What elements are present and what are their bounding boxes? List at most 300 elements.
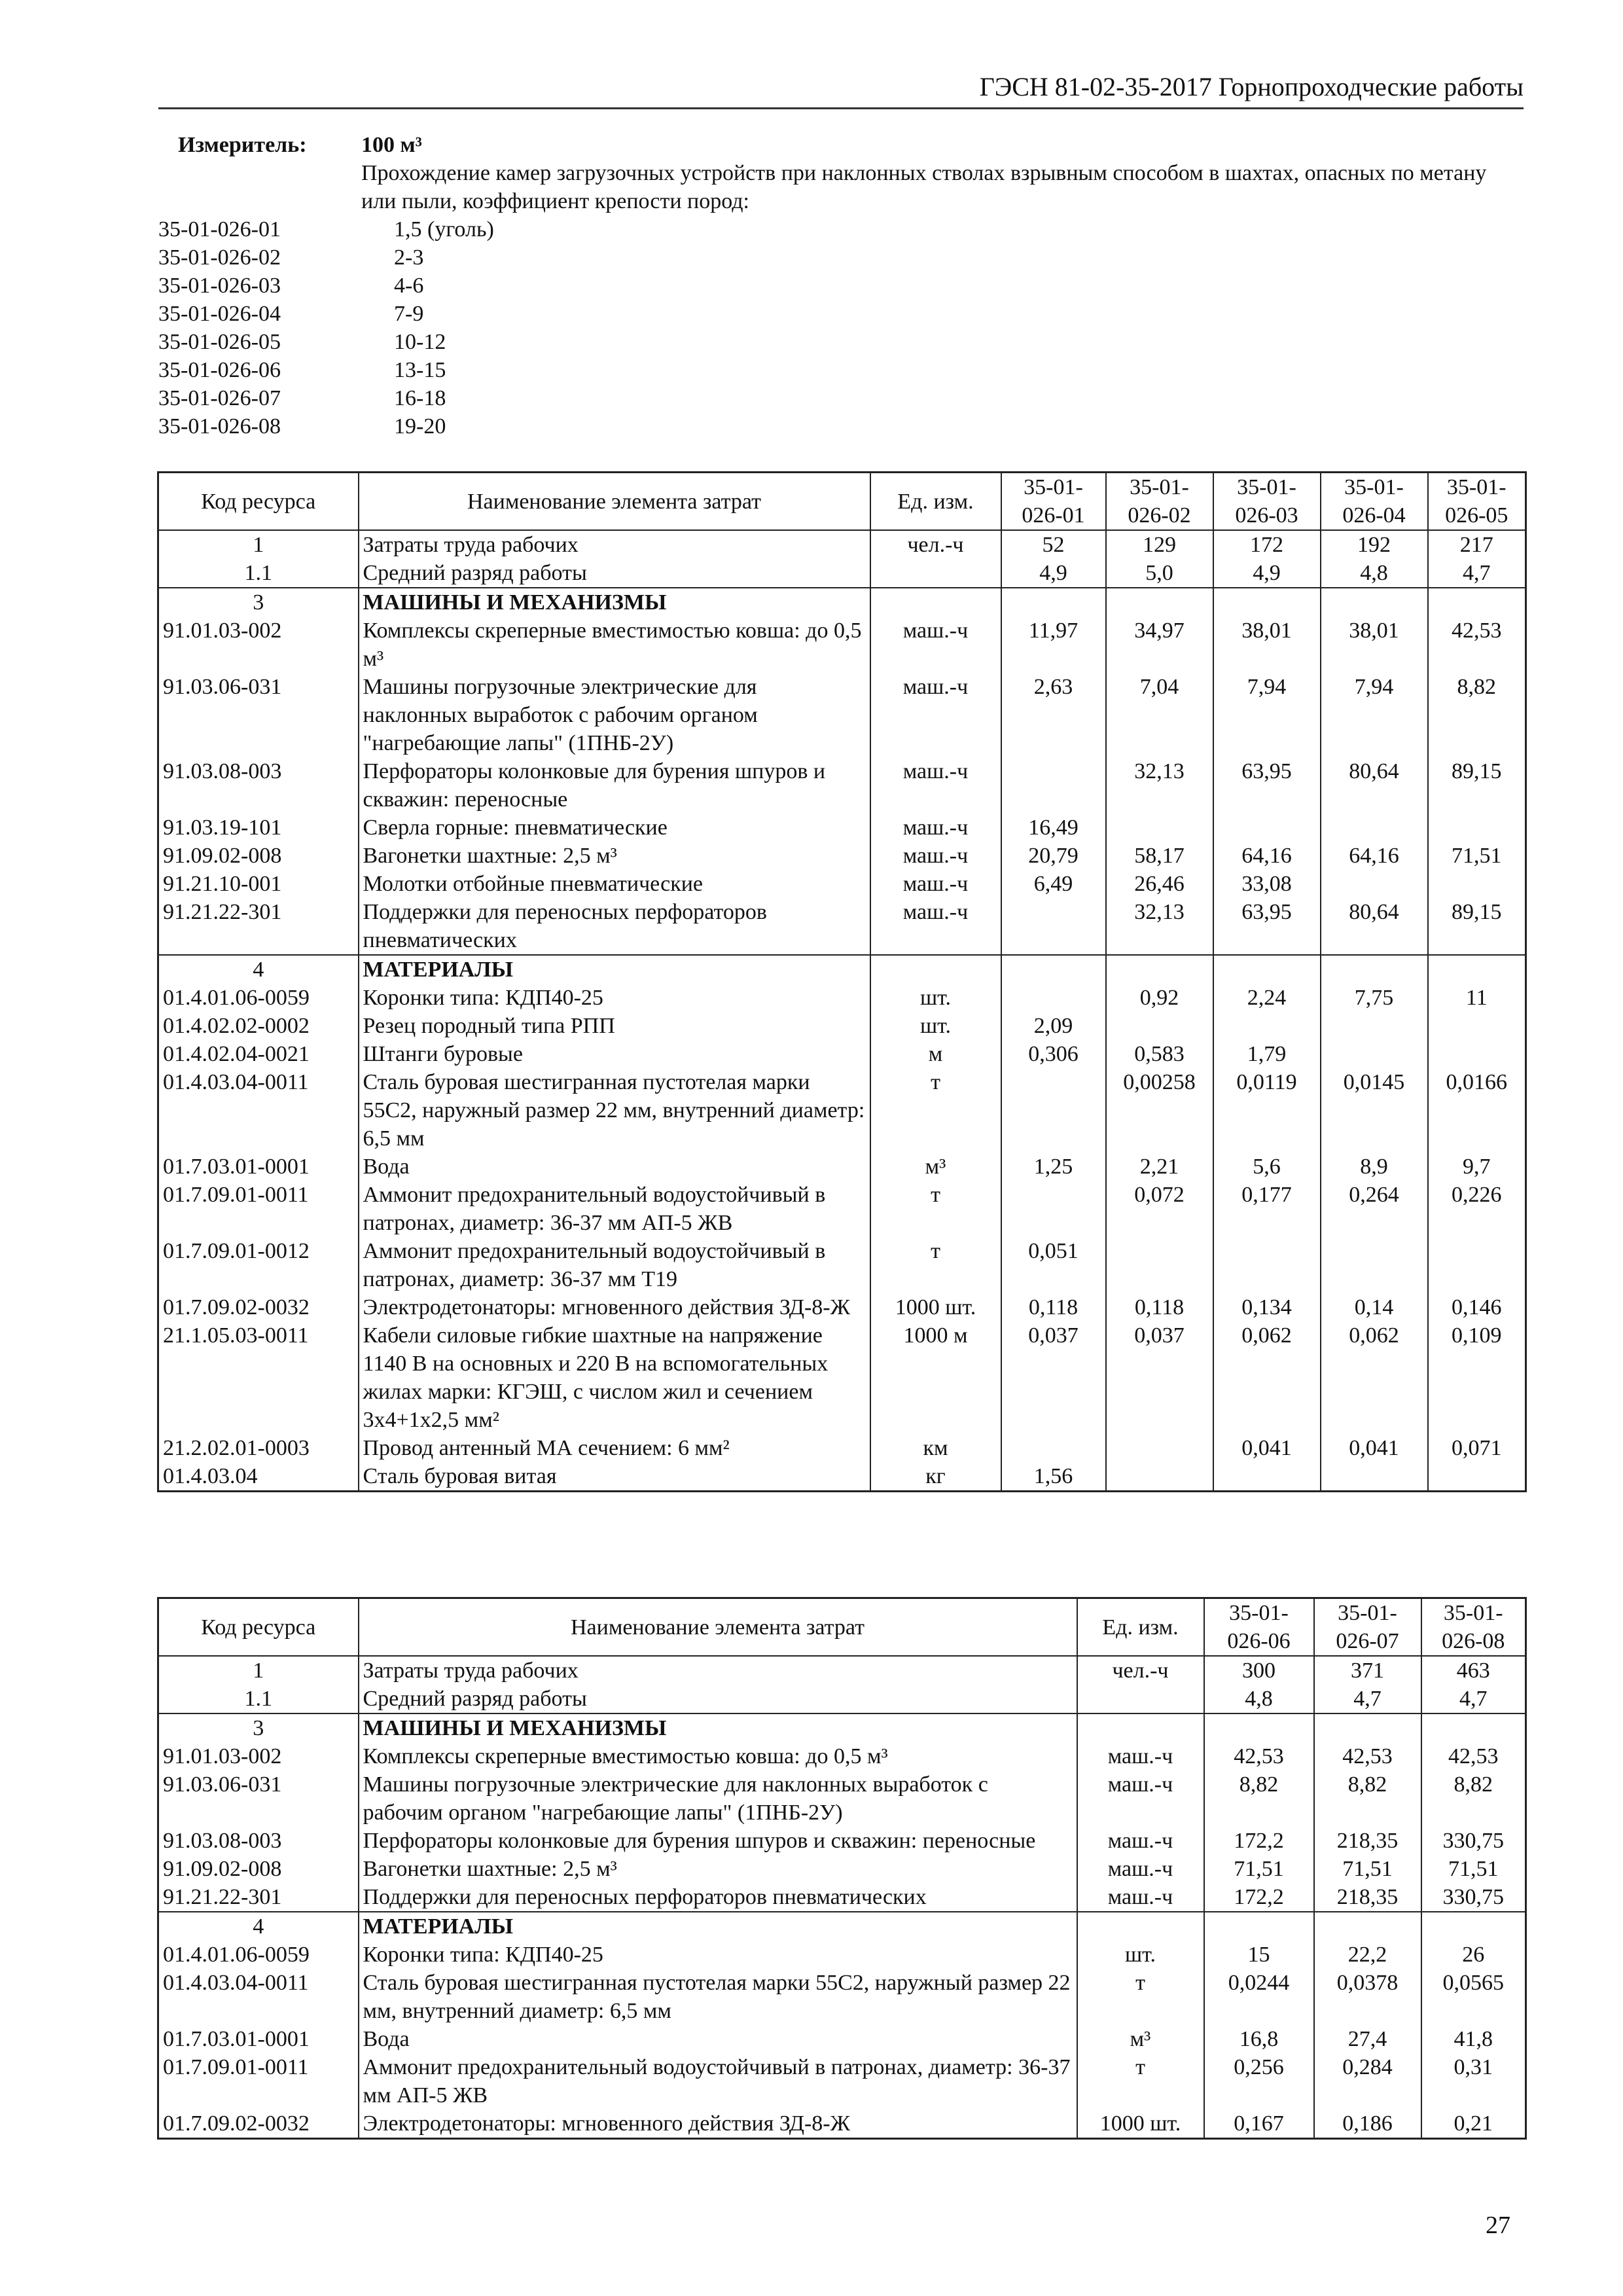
column-header: 35-01- 026-06 [1204, 1598, 1314, 1657]
table-row [158, 1434, 1526, 1462]
measure-item-value: 1,5 (уголь) [394, 217, 494, 242]
value-cell: 1,25 [1001, 1153, 1106, 1181]
unit-cell: маш.-ч [870, 673, 1001, 757]
value-cell: 172,2 [1204, 1883, 1314, 1912]
unit-cell: маш.-ч [870, 898, 1001, 955]
resource-code: 3 [158, 588, 359, 617]
value-cell: 0,037 [1001, 1321, 1106, 1434]
value-cell [1213, 1012, 1321, 1040]
resource-code: 01.7.09.01-0012 [158, 1237, 359, 1293]
table-row [158, 1941, 1526, 1969]
value-cell: 0,00258 [1106, 1068, 1213, 1153]
resource-name: Вода [359, 1153, 870, 1181]
table-row [158, 1827, 1526, 1855]
value-cell: 9,7 [1428, 1153, 1526, 1181]
table-row [158, 1656, 1526, 1685]
value-cell: 1,56 [1001, 1462, 1106, 1492]
resource-code: 01.7.09.01-0011 [158, 1181, 359, 1237]
measure-item [158, 412, 1524, 440]
value-cell [1001, 588, 1106, 617]
value-cell: 0,0244 [1204, 1969, 1314, 2025]
measure-item [158, 243, 1524, 272]
resource-name: Перфораторы колонковые для бурения шпуров и скважин: переносные [359, 757, 870, 814]
table-row [158, 1969, 1526, 2025]
value-cell: 15 [1204, 1941, 1314, 1969]
value-cell: 4,7 [1428, 559, 1526, 588]
column-header: 35-01- 026-07 [1314, 1598, 1421, 1657]
value-cell: 0,583 [1106, 1040, 1213, 1068]
unit-cell [870, 955, 1001, 984]
unit-cell: т [870, 1181, 1001, 1237]
resource-code: 01.7.09.01-0011 [158, 2053, 359, 2109]
resource-name: МАТЕРИАЛЫ [359, 955, 870, 984]
unit-cell [1077, 1685, 1204, 1713]
value-cell: 0,134 [1213, 1293, 1321, 1321]
value-cell: 0,306 [1001, 1040, 1106, 1068]
resource-code: 01.7.03.01-0001 [158, 2025, 359, 2053]
value-cell: 38,01 [1213, 617, 1321, 673]
value-cell [1001, 898, 1106, 955]
measure-item-code: 35-01-026-06 [158, 358, 281, 382]
unit-cell: м³ [870, 1153, 1001, 1181]
resource-code: 01.4.03.04-0011 [158, 1068, 359, 1153]
table-row [158, 1685, 1526, 1713]
resource-name: Аммонит предохранительный водоустойчивый в патронах, диаметр: 36-37 мм Т19 [359, 1237, 870, 1293]
value-cell: 4,7 [1421, 1685, 1526, 1713]
resource-code: 91.21.22-301 [158, 898, 359, 955]
value-cell: 7,04 [1106, 673, 1213, 757]
value-cell: 0,0378 [1314, 1969, 1421, 2025]
measure-item [158, 384, 1524, 412]
value-cell: 217 [1428, 530, 1526, 559]
table-row [158, 1237, 1526, 1293]
resource-name: Затраты труда рабочих [359, 530, 870, 559]
measure-item-code: 35-01-026-04 [158, 302, 281, 326]
value-cell: 8,82 [1428, 673, 1526, 757]
value-cell: 0,0119 [1213, 1068, 1321, 1153]
column-header: 35-01- 026-05 [1428, 473, 1526, 531]
resource-code: 1 [158, 1656, 359, 1685]
value-cell [1106, 1237, 1213, 1293]
table-row [158, 530, 1526, 559]
table-header-row [158, 1598, 1526, 1657]
value-cell: 11,97 [1001, 617, 1106, 673]
resource-name: Вагонетки шахтные: 2,5 м³ [359, 1855, 1077, 1883]
unit-cell: маш.-ч [870, 617, 1001, 673]
table-row [158, 1293, 1526, 1321]
table-row [158, 2053, 1526, 2109]
value-cell [1001, 984, 1106, 1012]
value-cell: 218,35 [1314, 1883, 1421, 1912]
value-cell: 0,31 [1421, 2053, 1526, 2109]
value-cell: 7,94 [1213, 673, 1321, 757]
table-row [158, 559, 1526, 588]
value-cell: 0,041 [1213, 1434, 1321, 1462]
resource-name: Сталь буровая шестигранная пустотелая марки 55С2, наружный размер 22 мм, внутренний диаметр: 6,5 мм [359, 1068, 870, 1153]
measure-item-value: 4-6 [394, 274, 424, 298]
resource-code: 3 [158, 1713, 359, 1742]
value-cell [1314, 1912, 1421, 1941]
section-row [158, 588, 1526, 617]
value-cell: 6,49 [1001, 870, 1106, 898]
value-cell: 330,75 [1421, 1827, 1526, 1855]
value-cell: 20,79 [1001, 842, 1106, 870]
resource-code: 01.4.03.04-0011 [158, 1969, 359, 2025]
value-cell: 0,226 [1428, 1181, 1526, 1237]
column-header: 35-01- 026-03 [1213, 473, 1321, 531]
value-cell: 0,0145 [1321, 1068, 1428, 1153]
resource-code: 91.03.06-031 [158, 673, 359, 757]
value-cell: 0,037 [1106, 1321, 1213, 1434]
resource-code: 91.09.02-008 [158, 842, 359, 870]
value-cell: 0,186 [1314, 2109, 1421, 2139]
resource-code: 91.21.22-301 [158, 1883, 359, 1912]
value-cell: 0,167 [1204, 2109, 1314, 2139]
unit-cell: 1000 м [870, 1321, 1001, 1434]
value-cell: 8,82 [1421, 1770, 1526, 1827]
value-cell: 89,15 [1428, 757, 1526, 814]
value-cell [1421, 1713, 1526, 1742]
column-header: Наименование элемента затрат [359, 1598, 1077, 1657]
resource-name: Машины погрузочные электрические для наклонных выработок с рабочим органом "нагребающие лапы" (1ПНБ-2У) [359, 1770, 1077, 1827]
table-row [158, 1012, 1526, 1040]
value-cell: 5,0 [1106, 559, 1213, 588]
value-cell: 0,146 [1428, 1293, 1526, 1321]
unit-cell: маш.-ч [870, 870, 1001, 898]
value-cell [1321, 1012, 1428, 1040]
resource-name: Коронки типа: КДП40-25 [359, 984, 870, 1012]
table-row [158, 870, 1526, 898]
measure-item-code: 35-01-026-03 [158, 274, 281, 298]
value-cell: 32,13 [1106, 757, 1213, 814]
value-cell: 34,97 [1106, 617, 1213, 673]
value-cell: 80,64 [1321, 898, 1428, 955]
value-cell: 0,256 [1204, 2053, 1314, 2109]
measure-item-code: 35-01-026-08 [158, 414, 281, 439]
resource-name: Средний разряд работы [359, 1685, 1077, 1713]
value-cell: 41,8 [1421, 2025, 1526, 2053]
value-cell [1428, 814, 1526, 842]
resource-name: Комплексы скреперные вместимостью ковша: до 0,5 м³ [359, 617, 870, 673]
unit-cell: чел.-ч [870, 530, 1001, 559]
table-row [158, 1040, 1526, 1068]
column-header: Наименование элемента затрат [359, 473, 870, 531]
measure-item [158, 272, 1524, 300]
unit-cell: т [870, 1237, 1001, 1293]
resource-code: 91.01.03-002 [158, 617, 359, 673]
measure-description: Прохождение камер загрузочных устройств при наклонных стволах взрывным способом в шахтах, опасных по метану или пыли, коэффициент крепости пород: [361, 161, 1487, 213]
value-cell: 64,16 [1213, 842, 1321, 870]
measure-item [158, 215, 1524, 243]
column-header: 35-01- 026-02 [1106, 473, 1213, 531]
resource-name: Штанги буровые [359, 1040, 870, 1068]
measure-item [158, 300, 1524, 328]
value-cell: 1,79 [1213, 1040, 1321, 1068]
value-cell: 71,51 [1421, 1855, 1526, 1883]
value-cell: 71,51 [1428, 842, 1526, 870]
unit-cell: 1000 шт. [870, 1293, 1001, 1321]
measure-block [158, 131, 1524, 440]
value-cell: 4,8 [1204, 1685, 1314, 1713]
unit-cell: маш.-ч [870, 757, 1001, 814]
value-cell: 0,284 [1314, 2053, 1421, 2109]
value-cell: 7,94 [1321, 673, 1428, 757]
value-cell: 0,264 [1321, 1181, 1428, 1237]
resource-code: 4 [158, 955, 359, 984]
value-cell [1001, 955, 1106, 984]
value-cell [1001, 1434, 1106, 1462]
resource-name: Электродетонаторы: мгновенного действия ЗД-8-Ж [359, 1293, 870, 1321]
resource-code: 1 [158, 530, 359, 559]
value-cell: 42,53 [1314, 1742, 1421, 1770]
measure-item-code: 35-01-026-02 [158, 245, 281, 270]
value-cell [1204, 1912, 1314, 1941]
measure-item-value: 7-9 [394, 302, 424, 326]
resource-code: 01.7.09.02-0032 [158, 1293, 359, 1321]
resource-code: 91.03.19-101 [158, 814, 359, 842]
measure-item [158, 356, 1524, 384]
unit-cell: маш.-ч [1077, 1883, 1204, 1912]
value-cell: 2,24 [1213, 984, 1321, 1012]
value-cell: 371 [1314, 1656, 1421, 1685]
value-cell: 42,53 [1204, 1742, 1314, 1770]
section-row [158, 1912, 1526, 1941]
value-cell [1321, 1462, 1428, 1492]
value-cell [1001, 757, 1106, 814]
value-cell [1213, 1237, 1321, 1293]
column-header: Ед. изм. [1077, 1598, 1204, 1657]
value-cell: 8,82 [1314, 1770, 1421, 1827]
value-cell: 0,0166 [1428, 1068, 1526, 1153]
value-cell: 71,51 [1314, 1855, 1421, 1883]
value-cell: 0,14 [1321, 1293, 1428, 1321]
value-cell: 2,09 [1001, 1012, 1106, 1040]
unit-cell: 1000 шт. [1077, 2109, 1204, 2139]
table-row [158, 1770, 1526, 1827]
unit-cell: т [870, 1068, 1001, 1153]
value-cell: 16,8 [1204, 2025, 1314, 2053]
unit-cell [870, 588, 1001, 617]
value-cell: 16,49 [1001, 814, 1106, 842]
unit-cell: маш.-ч [870, 814, 1001, 842]
unit-cell: чел.-ч [1077, 1656, 1204, 1685]
table-row [158, 1742, 1526, 1770]
value-cell: 33,08 [1213, 870, 1321, 898]
value-cell: 80,64 [1321, 757, 1428, 814]
value-cell: 0,118 [1106, 1293, 1213, 1321]
unit-cell: т [1077, 1969, 1204, 2025]
value-cell [1428, 955, 1526, 984]
value-cell [1428, 1237, 1526, 1293]
resource-code: 01.4.01.06-0059 [158, 1941, 359, 1969]
value-cell: 172,2 [1204, 1827, 1314, 1855]
value-cell [1321, 1040, 1428, 1068]
value-cell [1001, 1181, 1106, 1237]
measure-item-value: 2-3 [394, 245, 424, 270]
value-cell: 0,062 [1321, 1321, 1428, 1434]
value-cell: 0,177 [1213, 1181, 1321, 1237]
value-cell [1213, 1462, 1321, 1492]
table-row [158, 1855, 1526, 1883]
value-cell [1001, 1068, 1106, 1153]
resource-table-1 [157, 471, 1527, 1492]
value-cell: 63,95 [1213, 898, 1321, 955]
value-cell: 0,21 [1421, 2109, 1526, 2139]
unit-cell: шт. [870, 1012, 1001, 1040]
measure-item-code: 35-01-026-01 [158, 217, 281, 242]
value-cell: 2,21 [1106, 1153, 1213, 1181]
value-cell: 89,15 [1428, 898, 1526, 955]
value-cell [1106, 1462, 1213, 1492]
value-cell [1106, 588, 1213, 617]
page-header: ГЭСН 81-02-35-2017 Горнопроходческие работы [158, 71, 1524, 109]
value-cell: 71,51 [1204, 1855, 1314, 1883]
table-row [158, 1181, 1526, 1237]
resource-name: Аммонит предохранительный водоустойчивый в патронах, диаметр: 36-37 мм АП-5 ЖВ [359, 2053, 1077, 2109]
resource-code: 21.2.02.01-0003 [158, 1434, 359, 1462]
table-row [158, 898, 1526, 955]
value-cell: 172 [1213, 530, 1321, 559]
unit-cell: шт. [870, 984, 1001, 1012]
value-cell [1314, 1713, 1421, 1742]
resource-name: МАТЕРИАЛЫ [359, 1912, 1077, 1941]
table-row [158, 1321, 1526, 1434]
value-cell [1106, 1434, 1213, 1462]
value-cell [1213, 588, 1321, 617]
value-cell: 0,118 [1001, 1293, 1106, 1321]
resource-name: Коронки типа: КДП40-25 [359, 1941, 1077, 1969]
table-row [158, 2109, 1526, 2139]
unit-cell: маш.-ч [1077, 1827, 1204, 1855]
unit-cell: км [870, 1434, 1001, 1462]
measure-item-value: 10-12 [394, 330, 446, 354]
resource-code: 91.09.02-008 [158, 1855, 359, 1883]
value-cell: 58,17 [1106, 842, 1213, 870]
value-cell [1428, 1462, 1526, 1492]
resource-name: Провод антенный МА сечением: 6 мм² [359, 1434, 870, 1462]
value-cell: 4,9 [1001, 559, 1106, 588]
unit-cell: кг [870, 1462, 1001, 1492]
resource-code: 01.4.03.04 [158, 1462, 359, 1492]
value-cell: 4,8 [1321, 559, 1428, 588]
resource-name: Сталь буровая витая [359, 1462, 870, 1492]
value-cell: 26,46 [1106, 870, 1213, 898]
value-cell: 0,041 [1321, 1434, 1428, 1462]
value-cell [1428, 1012, 1526, 1040]
measure-label: Измеритель: [178, 133, 307, 157]
resource-name: Кабели силовые гибкие шахтные на напряжение 1140 В на основных и 220 В на вспомогательных жилах марки: КГЭШ, с числом жил и сечением 3х4+1х2,5 мм² [359, 1321, 870, 1434]
value-cell: 0,109 [1428, 1321, 1526, 1434]
resource-code: 01.7.03.01-0001 [158, 1153, 359, 1181]
value-cell: 5,6 [1213, 1153, 1321, 1181]
value-cell [1428, 588, 1526, 617]
unit-cell: маш.-ч [1077, 1742, 1204, 1770]
value-cell [1106, 814, 1213, 842]
column-header: Ед. изм. [870, 473, 1001, 531]
value-cell: 2,63 [1001, 673, 1106, 757]
value-cell: 0,071 [1428, 1434, 1526, 1462]
value-cell: 129 [1106, 530, 1213, 559]
resource-code: 91.03.06-031 [158, 1770, 359, 1827]
section-row [158, 955, 1526, 984]
value-cell: 7,75 [1321, 984, 1428, 1012]
value-cell [1106, 1012, 1213, 1040]
table-row [158, 617, 1526, 673]
resource-name: Перфораторы колонковые для бурения шпуров и скважин: переносные [359, 1827, 1077, 1855]
resource-name: Комплексы скреперные вместимостью ковша: до 0,5 м³ [359, 1742, 1077, 1770]
value-cell: 218,35 [1314, 1827, 1421, 1855]
value-cell: 0,062 [1213, 1321, 1321, 1434]
value-cell: 11 [1428, 984, 1526, 1012]
value-cell: 4,7 [1314, 1685, 1421, 1713]
unit-cell: маш.-ч [1077, 1855, 1204, 1883]
resource-name: МАШИНЫ И МЕХАНИЗМЫ [359, 1713, 1077, 1742]
page-number: 27 [1486, 2212, 1510, 2239]
measure-items [158, 215, 1524, 440]
value-cell: 192 [1321, 530, 1428, 559]
value-cell [1321, 955, 1428, 984]
value-cell [1321, 1237, 1428, 1293]
section-row [158, 1713, 1526, 1742]
resource-code: 1.1 [158, 559, 359, 588]
measure-item [158, 328, 1524, 356]
resource-name: Затраты труда рабочих [359, 1656, 1077, 1685]
resource-code: 91.03.08-003 [158, 1827, 359, 1855]
value-cell [1213, 955, 1321, 984]
value-cell: 42,53 [1421, 1742, 1526, 1770]
value-cell: 26 [1421, 1941, 1526, 1969]
resource-code: 91.01.03-002 [158, 1742, 359, 1770]
value-cell: 32,13 [1106, 898, 1213, 955]
unit-cell [870, 559, 1001, 588]
resource-name: Молотки отбойные пневматические [359, 870, 870, 898]
value-cell: 52 [1001, 530, 1106, 559]
unit-cell: маш.-ч [1077, 1770, 1204, 1827]
unit-cell: м [870, 1040, 1001, 1068]
unit-cell [1077, 1713, 1204, 1742]
column-header: Код ресурса [158, 1598, 359, 1657]
table-row [158, 1153, 1526, 1181]
table-row [158, 1068, 1526, 1153]
resource-code: 91.03.08-003 [158, 757, 359, 814]
measure-item-value: 16-18 [394, 386, 446, 410]
value-cell: 8,82 [1204, 1770, 1314, 1827]
table-header-row [158, 473, 1526, 531]
resource-name: Аммонит предохранительный водоустойчивый в патронах, диаметр: 36-37 мм АП-5 ЖВ [359, 1181, 870, 1237]
value-cell: 8,9 [1321, 1153, 1428, 1181]
unit-cell: м³ [1077, 2025, 1204, 2053]
resource-code: 01.4.02.02-0002 [158, 1012, 359, 1040]
value-cell: 4,9 [1213, 559, 1321, 588]
column-header: 35-01- 026-01 [1001, 473, 1106, 531]
value-cell [1321, 870, 1428, 898]
table-row [158, 1883, 1526, 1912]
value-cell: 22,2 [1314, 1941, 1421, 1969]
unit-cell: маш.-ч [870, 842, 1001, 870]
column-header: 35-01- 026-08 [1421, 1598, 1526, 1657]
unit-cell: шт. [1077, 1941, 1204, 1969]
resource-code: 01.7.09.02-0032 [158, 2109, 359, 2139]
value-cell [1421, 1912, 1526, 1941]
measure-item-value: 19-20 [394, 414, 446, 439]
resource-name: Поддержки для переносных перфораторов пневматических [359, 1883, 1077, 1912]
resource-code: 4 [158, 1912, 359, 1941]
resource-name: Сталь буровая шестигранная пустотелая марки 55С2, наружный размер 22 мм, внутренний диаметр: 6,5 мм [359, 1969, 1077, 2025]
resource-code: 21.1.05.03-0011 [158, 1321, 359, 1434]
value-cell [1428, 870, 1526, 898]
resource-name: Электродетонаторы: мгновенного действия ЗД-8-Ж [359, 2109, 1077, 2139]
unit-cell [1077, 1912, 1204, 1941]
